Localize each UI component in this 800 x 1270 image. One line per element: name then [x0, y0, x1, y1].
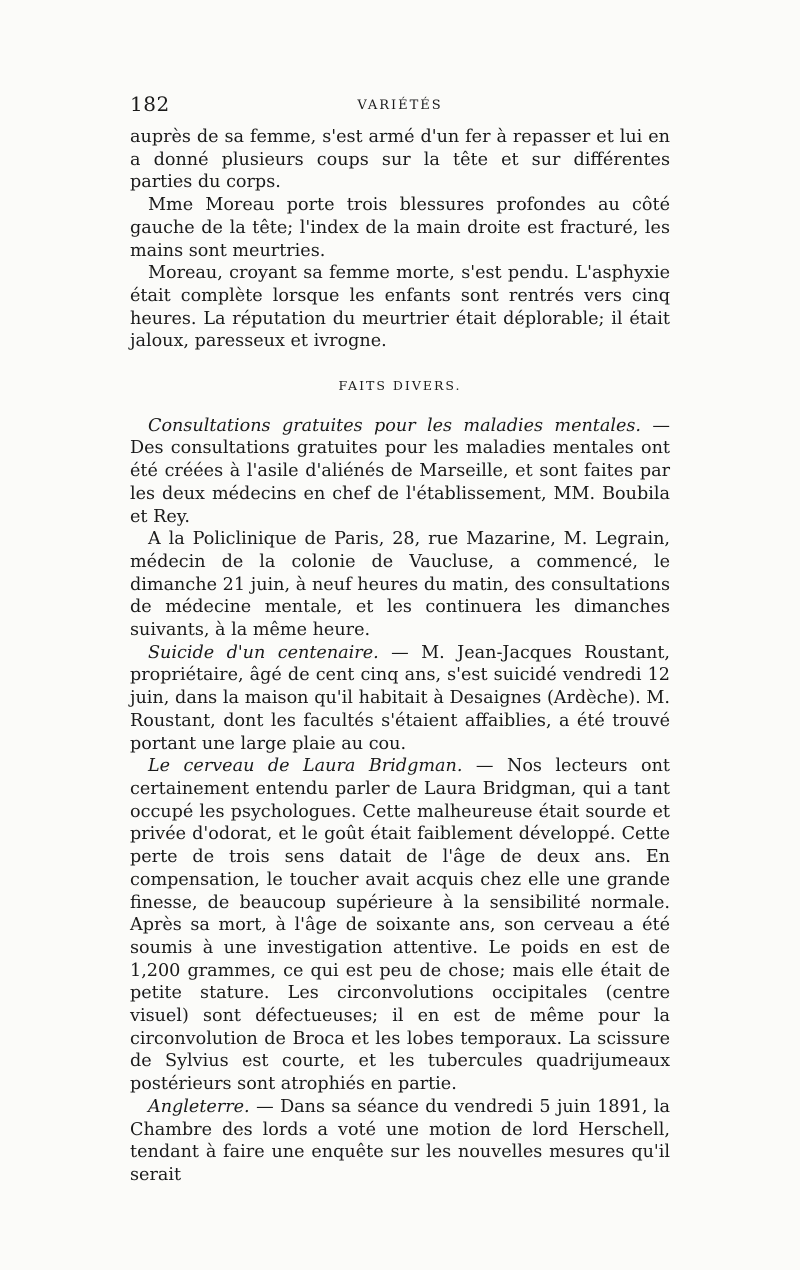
- page-header: [130, 92, 670, 122]
- news-item: [130, 642, 670, 756]
- news-item: [130, 755, 670, 1096]
- item-text: — Dans sa séance du vendredi 5 juin 1891, la Chambre des lords a voté une motion de lord Herschell, tendant à faire une enquête sur les nouvelles mesures qu'il serait: [130, 1096, 670, 1185]
- body-text: [130, 126, 670, 1187]
- item-rubric: Le cerveau de Laura Bridgman.: [148, 756, 463, 777]
- running-head: VARIÉTÉS: [357, 98, 443, 113]
- paragraph: Mme Moreau porte trois blessures profondes au côté gauche de la tête; l'index de la main droite est fracturé, les mains sont meurtries.: [130, 195, 670, 261]
- item-text: — M. Jean-Jacques Roustant, propriétaire, âgé de cent cinq ans, s'est suicidé vendredi 12 juin, dans la maison qu'il habitait à Desaignes (Ardèche). M. Roustant, dont les facultés s'étaient affaiblies, a été trouvé portant une large plaie au cou.: [130, 642, 671, 754]
- item-rubric: Suicide d'un centenaire.: [148, 642, 379, 663]
- item-rubric: Angleterre.: [148, 1096, 250, 1117]
- paragraph: Moreau, croyant sa femme morte, s'est pendu. L'asphyxie était complète lorsque les enfants sont rentrés vers cinq heures. La réputation du meurtrier était déplorable; il était jaloux, paresseux et ivrogne.: [130, 263, 670, 352]
- paragraph: auprès de sa femme, s'est armé d'un fer à repasser et lui en a donné plusieurs coups sur la tête et sur différentes parties du corps.: [130, 127, 670, 193]
- item-text: A la Policlinique de Paris, 28, rue Mazarine, M. Legrain, médecin de la colonie de Vaucluse, a commencé, le dimanche 21 juin, à neuf heures du matin, des consultations de médecine mentale, et les continuera les dimanches suivants, à la même heure.: [130, 529, 670, 641]
- news-item: [130, 1096, 670, 1187]
- section-title: FAITS DIVERS.: [338, 378, 462, 394]
- news-item: [130, 415, 670, 529]
- item-text: — Nos lecteurs ont certainement entendu parler de Laura Bridgman, qui a tant occupé les psychologues. Cette malheureuse était sourde et privée d'odorat, et le goût était faiblement développé. Cette perte de trois sens datait de l'âge de deux ans. En compensation, le toucher avait acquis chez elle une grande finesse, de beaucoup supérieure à la sensibilité normale. Après sa mort, à l'âge de soixante ans, son cerveau a été soumis à une investigation attentive. Le poids en est de 1,200 grammes, ce qui est peu de chose; mais elle était de petite stature. Les circonvolutions occipitales (centre visuel) sont défectueuses; il en est de même pour la circonvolution de Broca et les lobes temporaux. La scissure de Sylvius est courte, et les tubercules quadrijumeaux postérieurs sont atrophiés en partie.: [130, 756, 671, 1095]
- page-number: 182: [130, 92, 170, 116]
- item-rubric: Consultations gratuites pour les maladies mentales.: [148, 415, 642, 436]
- item-text: — Des consultations gratuites pour les maladies mentales ont été créées à l'asile d'aliénés de Marseille, et sont faites par les deux médecins en chef de l'établissement, MM. Boubila et Rey.: [130, 415, 670, 527]
- news-item: [130, 528, 670, 642]
